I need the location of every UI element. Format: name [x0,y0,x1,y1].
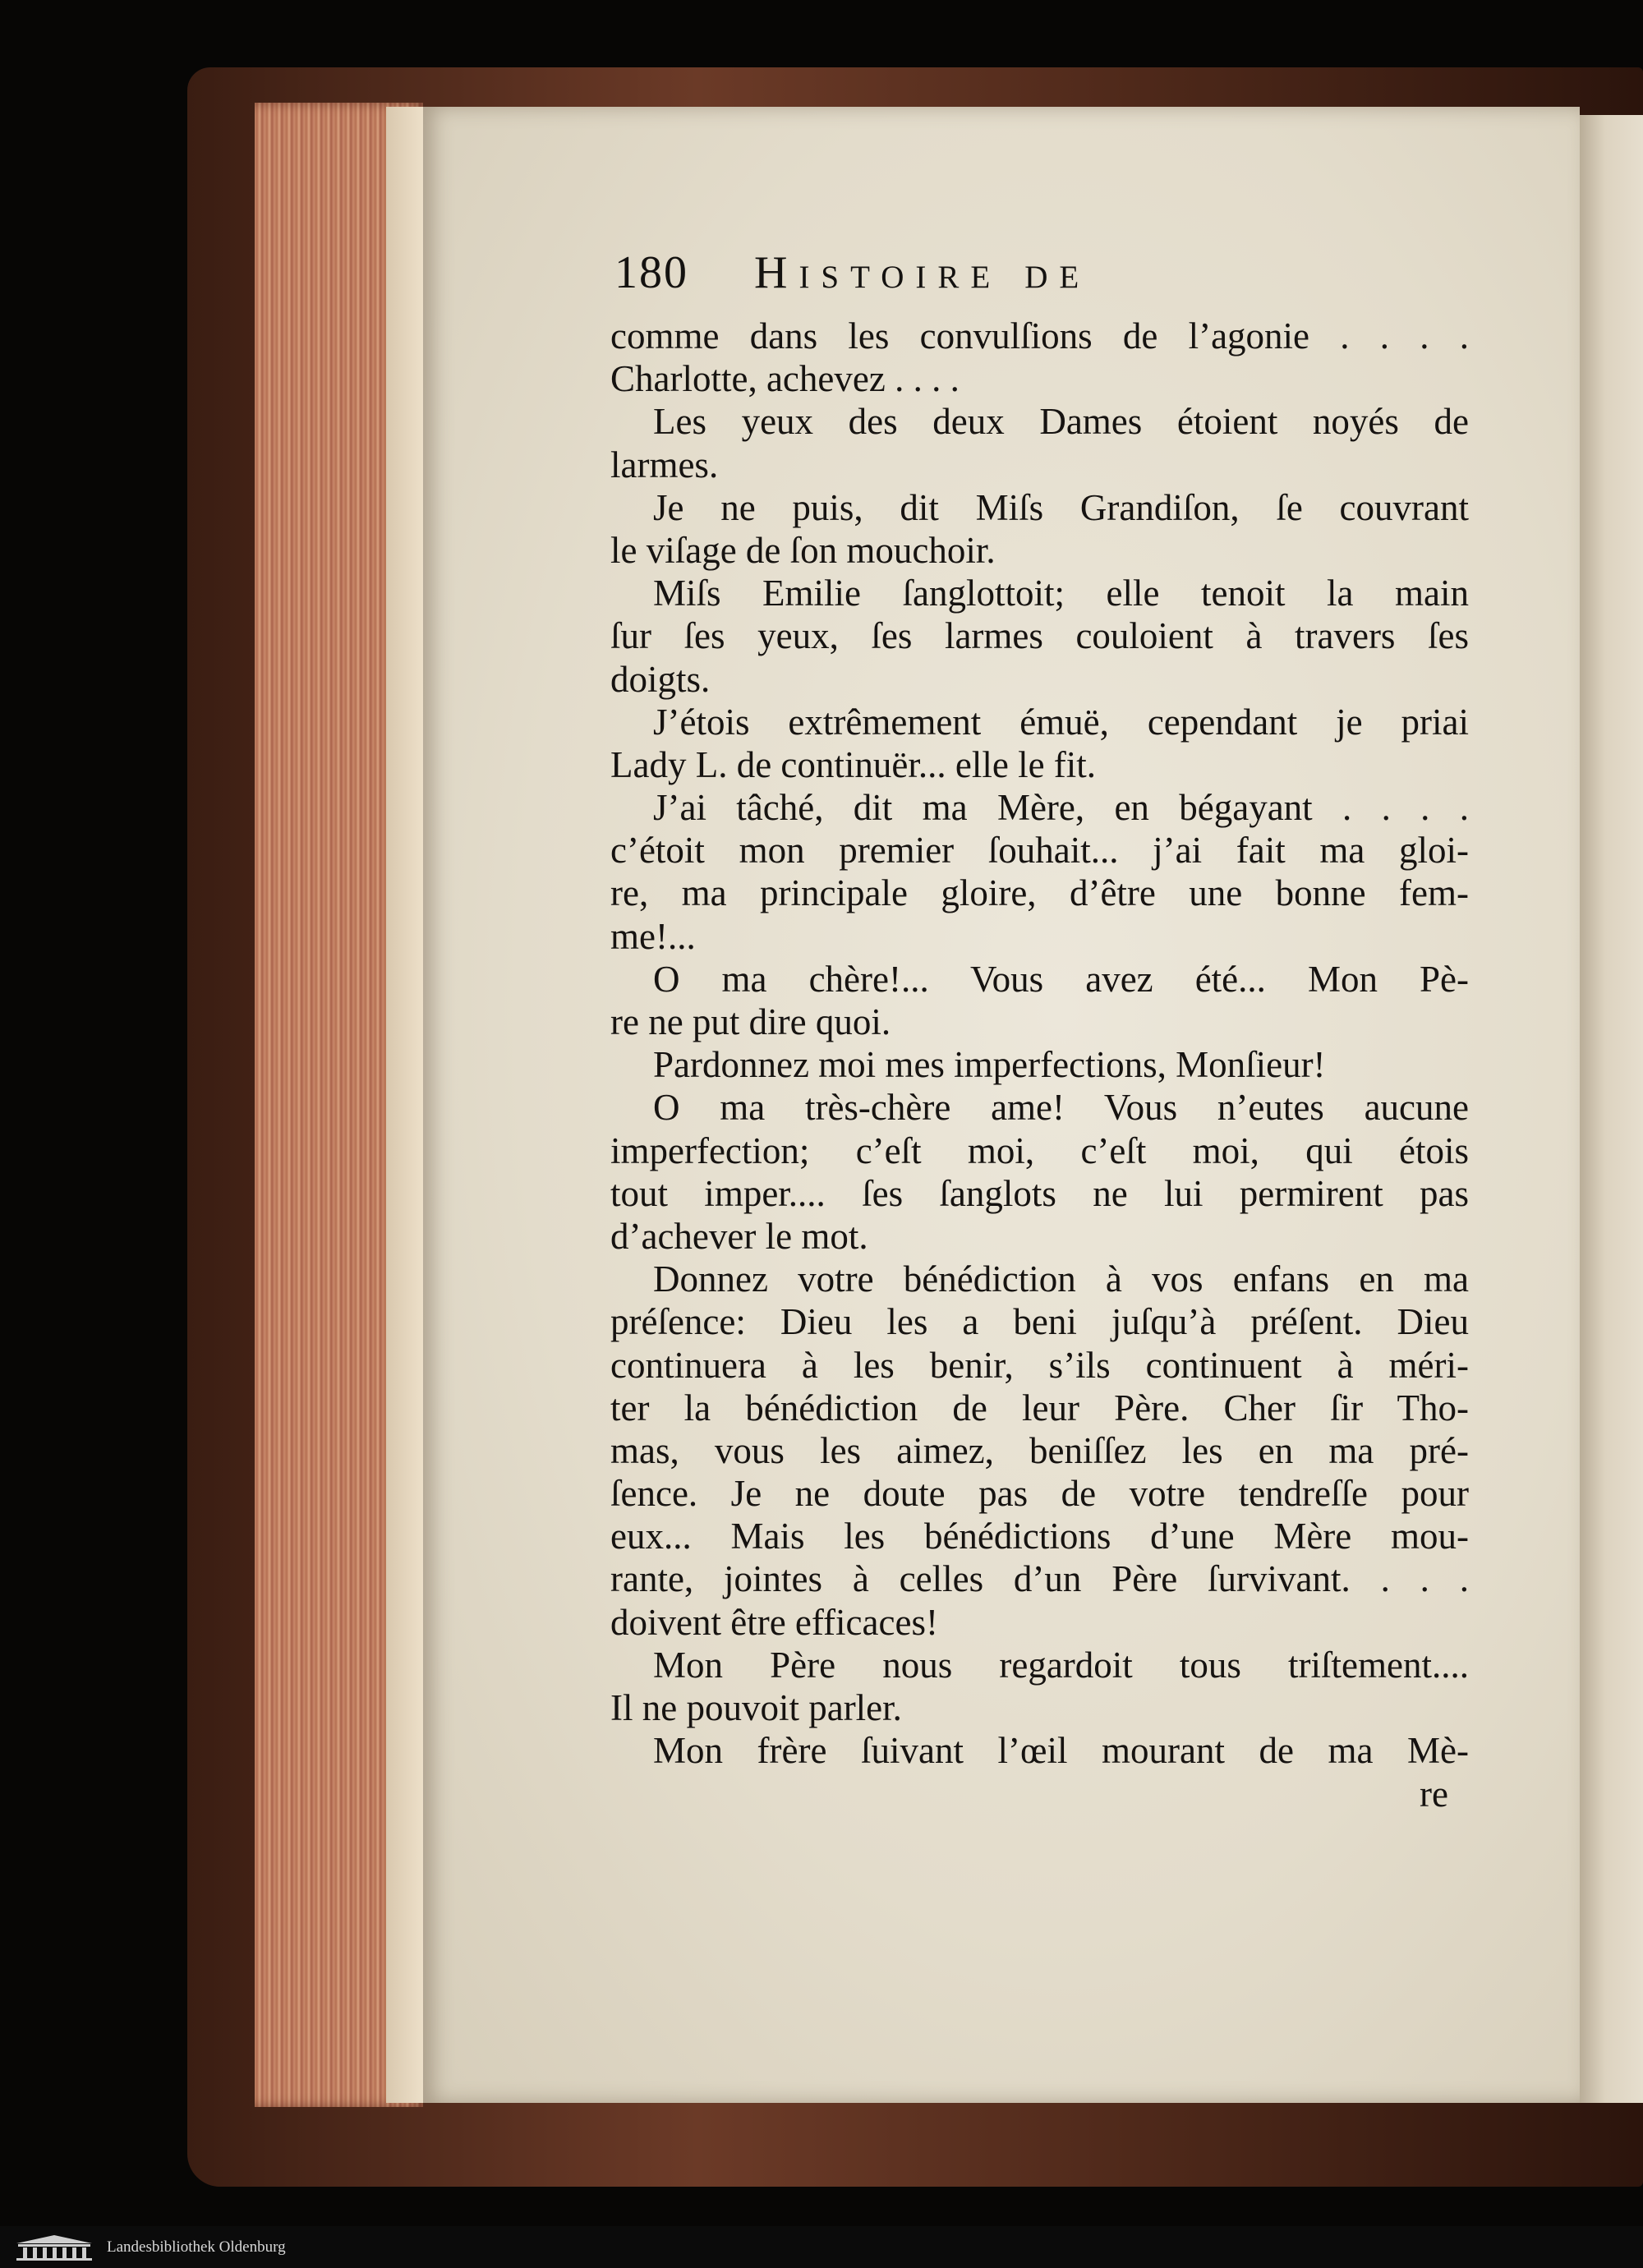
footer-bar [0,2226,1643,2268]
text-line: tout imper.... ſes ſanglots ne lui permirent pas [610,1172,1469,1214]
text-line: ſence. Je ne doute pas de votre tendreſſe pour [610,1473,1469,1515]
text-line: O ma chère!... Vous avez été... Mon Pè- [653,958,1469,1000]
text-line: Pardonnez moi mes imperfections, Monſieur! [653,1044,1326,1086]
text-line: d’achever le mot. [610,1215,868,1257]
text-line: Mon frère ſuivant l’œil mourant de ma Mè- [653,1730,1469,1772]
text-line: me!... [610,915,696,957]
text-line: re ne put dire quoi. [610,1001,891,1042]
text-line: imperfection; c’eſt moi, c’eſt moi, qui étois [610,1129,1469,1171]
text-line: comme dans les convulſions de l’agonie . . . . [610,315,1469,357]
library-name: Landesbibliothek Oldenburg [107,2238,286,2256]
text-line: Les yeux des deux Dames étoient noyés de [653,401,1469,443]
page-number: 180 [614,247,688,298]
catchword: re [1420,1773,1448,1815]
text-line: J’étois extrêmement émuë, cependant je priai [653,701,1469,743]
text-line: doigts. [610,658,711,700]
running-head [614,246,1436,299]
text-line: doivent être efficaces! [610,1601,938,1643]
text-line: eux... Mais les bénédictions d’une Mère mou- [610,1516,1469,1557]
text-line: continuera à les benir, s’ils continuent à méri- [610,1344,1469,1386]
text-line: Miſs Emilie ſanglottoit; elle tenoit la main [653,573,1469,614]
text-line: le viſage de ſon mouchoir. [610,529,996,571]
text-line: O ma très-chère ame! Vous n’eutes aucune [653,1087,1469,1129]
text-line: larmes. [610,444,719,485]
text-line: Il ne pouvoit parler. [610,1687,902,1728]
body-text [610,315,1469,1772]
text-line: Charlotte, achevez . . . . [610,358,960,400]
running-title: Histoire de [754,247,1091,298]
text-line: re, ma principale gloire, d’être une bonne fem- [610,872,1469,914]
text-line: ter la bénédiction de leur Père. Cher ſir Tho- [610,1387,1469,1428]
text-line: Mon Père nous regardoit tous triſtement.... [653,1644,1469,1686]
text-line: Je ne puis, dit Miſs Grandiſon, ſe couvrant [653,486,1469,528]
library-building-icon [13,2233,95,2261]
text-line: c’étoit mon premier ſouhait... j’ai fait ma gloi- [610,830,1469,872]
page-gutter [386,107,427,2103]
facing-page-edge [1580,115,1643,2103]
text-line: préſence: Dieu les a beni juſqu’à préſent. Dieu [610,1301,1469,1343]
text-line: rante, jointes à celles d’un Père ſurvivant. . . . [610,1558,1469,1600]
text-line: ſur ſes yeux, ſes larmes couloient à travers ſes [610,615,1469,657]
text-line: J’ai tâché, dit ma Mère, en bégayant . . . . [653,787,1469,829]
text-line: Donnez votre bénédiction à vos enfans en ma [653,1258,1469,1300]
text-line: mas, vous les aimez, beniſſez les en ma pré- [610,1429,1469,1471]
text-line: Lady L. de continuër... elle le fit. [610,743,1097,785]
